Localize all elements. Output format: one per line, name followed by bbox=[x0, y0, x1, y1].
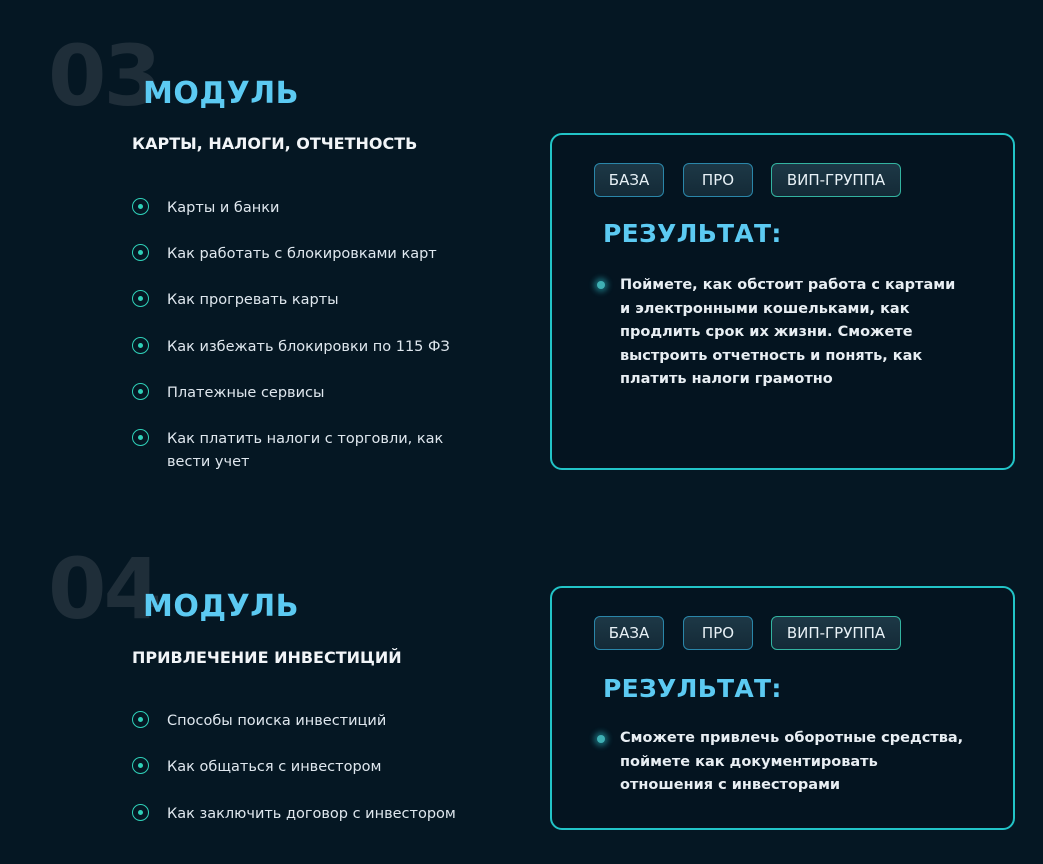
result-card bbox=[550, 133, 1015, 470]
radio-dot-icon bbox=[132, 198, 149, 215]
topic-text: Способы поиска инвестиций bbox=[167, 713, 387, 729]
radio-dot-icon bbox=[132, 757, 149, 774]
result-text: Поймете, как обстоит работа с картами и электронными кошельками, как продлить срок их жизни. Сможете выстроить отчетность и понять, как платить налоги грамотно bbox=[620, 277, 956, 387]
module-number: 03 bbox=[48, 27, 159, 125]
list-item bbox=[132, 428, 472, 474]
tag-base[interactable]: БАЗА bbox=[594, 163, 664, 197]
radio-dot-icon bbox=[132, 383, 149, 400]
radio-dot-icon bbox=[132, 244, 149, 261]
tag-base[interactable]: БАЗА bbox=[594, 616, 664, 650]
tag-vip-group[interactable]: ВИП-ГРУППА bbox=[771, 616, 901, 650]
tag-vip-group[interactable]: ВИП-ГРУППА bbox=[771, 163, 901, 197]
radio-dot-icon bbox=[132, 711, 149, 728]
list-item bbox=[132, 197, 472, 220]
topic-text: Как избежать блокировки по 115 ФЗ bbox=[167, 339, 450, 355]
tag-pro[interactable]: ПРО bbox=[683, 616, 753, 650]
module-number: 04 bbox=[48, 540, 159, 638]
list-item bbox=[132, 710, 472, 733]
result-card bbox=[550, 586, 1015, 830]
topic-text: Карты и банки bbox=[167, 200, 280, 216]
topic-text: Платежные сервисы bbox=[167, 385, 325, 401]
list-item bbox=[132, 382, 472, 405]
list-item bbox=[132, 289, 472, 312]
topic-text: Как заключить договор с инвестором bbox=[167, 806, 456, 822]
module-04 bbox=[0, 500, 1043, 864]
radio-dot-icon bbox=[132, 804, 149, 821]
list-item bbox=[132, 803, 472, 826]
topic-text: Как работать с блокировками карт bbox=[167, 246, 437, 262]
radio-dot-icon bbox=[132, 337, 149, 354]
list-item bbox=[132, 243, 472, 266]
topic-text: Как общаться с инвестором bbox=[167, 759, 382, 775]
topic-text: Как прогревать карты bbox=[167, 292, 339, 308]
list-item bbox=[132, 336, 472, 359]
radio-dot-icon bbox=[132, 429, 149, 446]
list-item bbox=[132, 756, 472, 779]
glow-dot-icon bbox=[597, 281, 605, 289]
module-label: МОДУЛЬ bbox=[143, 589, 299, 624]
radio-dot-icon bbox=[132, 290, 149, 307]
glow-dot-icon bbox=[597, 735, 605, 743]
topic-text: Как платить налоги с торговли, как вести учет bbox=[167, 431, 444, 470]
tag-pro[interactable]: ПРО bbox=[683, 163, 753, 197]
module-title: ПРИВЛЕЧЕНИЕ ИНВЕСТИЦИЙ bbox=[132, 648, 402, 667]
module-label: МОДУЛЬ bbox=[143, 76, 299, 111]
module-title: КАРТЫ, НАЛОГИ, ОТЧЕТНОСТЬ bbox=[132, 134, 418, 153]
result-text: Сможете привлечь оборотные средства, поймете как документировать отношения с инвесторами bbox=[620, 730, 964, 793]
result-heading: РЕЗУЛЬТАТ: bbox=[603, 674, 782, 703]
result-heading: РЕЗУЛЬТАТ: bbox=[603, 219, 782, 248]
